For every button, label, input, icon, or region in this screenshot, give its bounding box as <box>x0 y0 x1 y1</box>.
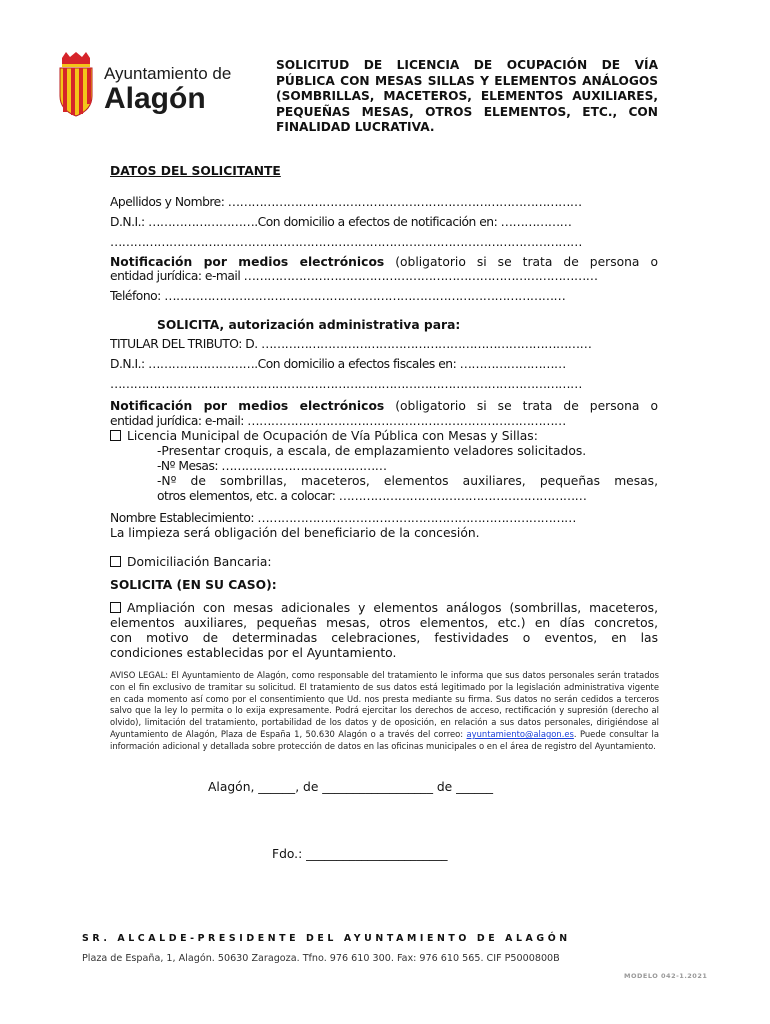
notificacion-rest-text: (obligatorio si se trata de persona o <box>384 255 658 269</box>
field-apellidos-nombre: Apellidos y Nombre: ……………………………………………………………………………… <box>110 195 582 209</box>
note-limpieza: La limpieza será obligación del beneficiario de la concesión. <box>110 526 480 540</box>
field-dni-domicilio-notificacion: D.N.I.: ……………………….Con domicilio a efectos de notificación en: ……………… <box>110 215 572 229</box>
domiciliacion-label: Domiciliación Bancaria: <box>127 555 272 569</box>
field-dni-domicilio-fiscal: D.N.I.: ……………………….Con domicilio a efectos fiscales en: ……………………… <box>110 357 566 371</box>
document-title: SOLICITUD DE LICENCIA DE OCUPACIÓN DE VÍA PÚBLICA CON MESAS SILLAS Y ELEMENTOS ANÁLOGOS (SOMBRILLAS, MACETEROS, ELEMENTOS AUXILIARES, PEQUEÑAS MESAS, OTROS ELEMENTOS, ETC., CON FINALIDAD LUCRATIVA. <box>276 58 658 134</box>
notificacion-bold-label-titular: Notificación por medios electrónicos <box>110 399 385 413</box>
section-heading-en-su-caso: SOLICITA (EN SU CASO): <box>110 578 277 592</box>
section-heading-solicita: SOLICITA, autorización administrativa para: <box>157 318 461 332</box>
checkbox-row-ampliacion[interactable] <box>110 601 658 616</box>
licencia-checkbox[interactable] <box>110 430 121 441</box>
field-domicilio-continuation: ………………………………………………………………………………………………………… <box>110 235 582 249</box>
email-link[interactable]: ayuntamiento@alagon.es <box>466 728 574 739</box>
field-titular-tributo: TITULAR DEL TRIBUTO: D. ………………………………………………………………………… <box>110 337 592 351</box>
field-numero-sombrillas: -Nº de sombrillas, maceteros, elementos auxiliares, pequeñas mesas, <box>157 474 658 488</box>
checkbox-row-domiciliacion[interactable] <box>110 555 658 570</box>
ayuntamiento-logo-shield-icon <box>54 52 98 118</box>
notificacion-rest-text-titular: (obligatorio si se trata de persona o <box>384 399 658 413</box>
aviso-legal-text: AVISO LEGAL: El Ayuntamiento de Alagón, como responsable del tratamiento le informa que sus datos personales serán tratados con el fin exclusivo de tramitar su solicitud. El tratamiento de sus datos está legitimado por la legislación administrativa vigente en cada momento así como por el consentimiento que Ud. nos presta mediante su firma. Sus datos no serán cedidos a terceros salvo que la ley lo permita o lo exija expresamente. Podrá ejercitar los derechos de acceso, rectificación y supresión (derecho al olvido), limitación del tratamiento, portabilidad de los datos y de oposición, en relación a sus datos personales, dirigiéndose al Ayuntamiento de Alagón, Plaza de España 1, 50.630 Alagón o a través del correo: <box>110 670 659 739</box>
section-heading-solicitante: DATOS DEL SOLICITANTE <box>110 164 281 178</box>
field-telefono: Teléfono: ………………………………………………………………………………………… <box>110 289 566 303</box>
aviso-legal <box>110 670 659 753</box>
field-notificacion-electronica <box>110 255 658 270</box>
ampliacion-checkbox[interactable] <box>110 602 121 613</box>
footer-alcalde: SR. ALCALDE-PRESIDENTE DEL AYUNTAMIENTO DE ALAGÓN <box>82 933 571 944</box>
field-domicilio-fiscal-continuation: ………………………………………………………………………………………………………… <box>110 377 582 391</box>
field-otros-elementos: otros elementos, etc. a colocar: ……………………………………………………… <box>157 489 587 503</box>
field-numero-mesas: -Nº Mesas: …………………………………… <box>157 459 387 473</box>
notificacion-bold-label: Notificación por medios electrónicos <box>110 255 385 269</box>
aviso-legal-text-end: . Puede consultar la información adicional y detallada sobre protección de datos en las oficinas municipales o en el área de registro del Ayuntamiento. <box>110 728 659 751</box>
field-email-titular: entidad jurídica: e-mail: ……………………………………………………………………… <box>110 414 566 428</box>
item-croquis: -Presentar croquis, a escala, de emplazamiento veladores solicitados. <box>157 444 587 458</box>
field-email-solicitante: entidad jurídica: e-mail ……………………………………………………………………………… <box>110 269 598 283</box>
logo-text-alagon: Alagón <box>104 82 206 115</box>
domiciliacion-checkbox[interactable] <box>110 556 121 567</box>
field-nombre-establecimiento: Nombre Establecimiento: ……………………………………………………………………… <box>110 511 576 525</box>
modelo-code: MODELO 042-1.2021 <box>624 972 708 980</box>
ampliacion-text-3: con motivo de determinadas celebraciones, festividades o eventos, en las <box>110 631 658 645</box>
logo-text-ayuntamiento: Ayuntamiento de <box>104 64 232 83</box>
fecha-firma: Alagón, ______, de __________________ de ______ <box>208 780 494 794</box>
ampliacion-text-1: Ampliación con mesas adicionales y elementos análogos (sombrillas, maceteros, <box>127 601 658 615</box>
licencia-label: Licencia Municipal de Ocupación de Vía Pública con Mesas y Sillas: <box>127 429 538 443</box>
field-notificacion-electronica-titular <box>110 399 658 414</box>
ampliacion-text-2: elementos auxiliares, pequeñas mesas, otros elementos, etc.) en días concretos, <box>110 616 658 630</box>
footer-direccion: Plaza de España, 1, Alagón. 50630 Zaragoza. Tfno. 976 610 300. Fax: 976 610 565. CIF P5000800B <box>82 953 560 964</box>
checkbox-row-licencia[interactable] <box>110 429 658 444</box>
ampliacion-text-4: condiciones establecidas por el Ayuntamiento. <box>110 646 397 660</box>
firma-fdo: Fdo.: _______________________ <box>272 847 448 861</box>
